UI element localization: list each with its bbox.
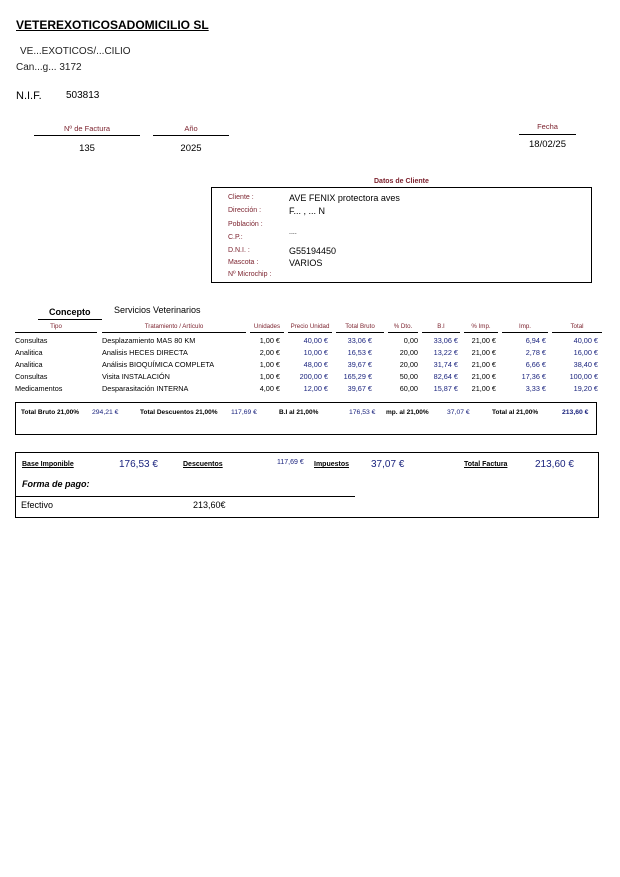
client-city-label: Población : [228, 221, 263, 228]
total-bruto-label: Total Bruto 21,00% [21, 409, 80, 416]
row-3-precio: 200,00 € [299, 372, 328, 381]
base-imponible-value: 176,53 € [119, 459, 158, 470]
row-2-unidades: 1,00 € [259, 360, 280, 369]
total-descuentos-label: Total Descuentos 21,00% [140, 409, 218, 416]
invoice-number: 135 [79, 143, 95, 154]
total-factura-label: Total Factura [464, 461, 508, 468]
total-imp-label: mp. al 21,00% [386, 409, 429, 416]
row-3-tipo: Consultas [15, 372, 48, 381]
col-bi-line [422, 332, 460, 333]
invoice-date-label: Fecha [537, 122, 558, 131]
row-0-bruto: 33,06 € [347, 336, 372, 345]
row-4-dto: 60,00 [399, 384, 418, 393]
row-2-imp: 6,66 € [525, 360, 546, 369]
row-3-pimp: 21,00 € [471, 372, 496, 381]
company-address-line1: VE...EXOTICOS/...CILIO [20, 46, 131, 57]
base-imponible-label: Base Imponible [22, 461, 74, 468]
invoice-year-label: Año [184, 124, 198, 133]
col-pimp-line [464, 332, 498, 333]
row-4-pimp: 21,00 € [471, 384, 496, 393]
row-2-tipo: Analitica [15, 360, 43, 369]
col-bruto: Total Bruto [345, 323, 375, 330]
col-unidades-line [250, 332, 284, 333]
payment-label: Forma de pago: [22, 479, 90, 489]
row-1-tratamiento: Analisis HECES DIRECTA [102, 348, 188, 357]
row-2-tratamiento: Análisis BIOQUÍMICA COMPLETA [102, 360, 215, 369]
col-imp: Imp. [518, 323, 532, 330]
col-dto-line [388, 332, 418, 333]
row-4-tipo: Medicamentos [15, 384, 63, 393]
client-postcode: .... [289, 229, 297, 236]
row-4-tratamiento: Desparasitación INTERNA [102, 384, 189, 393]
col-precio-line [288, 332, 332, 333]
client-pet: VARIOS [289, 258, 323, 268]
payment-amount: 213,60€ [193, 500, 226, 510]
client-section-title: Datos de Cliente [374, 178, 429, 185]
invoice-year: 2025 [180, 143, 202, 154]
row-3-imp: 17,36 € [521, 372, 546, 381]
row-1-unidades: 2,00 € [259, 348, 280, 357]
row-4-imp: 3,33 € [525, 384, 546, 393]
client-address: F... , ... N [289, 206, 326, 216]
row-2-precio: 48,00 € [303, 360, 328, 369]
col-total-line [552, 332, 602, 333]
client-name-label: Cliente : [228, 194, 254, 201]
totals-box [15, 402, 597, 435]
total-descuentos-value: 117,69 € [231, 409, 257, 416]
invoice-number-label: Nº de Factura [63, 124, 111, 133]
row-0-total: 40,00 € [573, 336, 598, 345]
total-bi-value: 176,53 € [349, 409, 376, 416]
tab-concepto: Concepto [49, 307, 91, 317]
row-3-unidades: 1,00 € [259, 372, 280, 381]
invoice-date: 18/02/25 [529, 139, 566, 150]
col-tipo: Tipo [50, 323, 62, 330]
client-postcode-label: C.P.: [228, 234, 243, 241]
invoice-number-line [34, 135, 140, 136]
descuentos-label: Descuentos [183, 461, 223, 468]
col-tratamiento: Tratamiento / Artículo [144, 323, 204, 330]
client-pet-label: Mascota : [228, 259, 259, 266]
row-1-tipo: Analitica [15, 348, 43, 357]
col-imp-line [502, 332, 548, 333]
col-precio: Precio Unidad [290, 323, 330, 330]
client-dni: G55194450 [289, 246, 337, 256]
total-value: 213,60 € [562, 409, 589, 416]
nif-label: N.I.F. [16, 90, 42, 102]
row-1-total: 16,00 € [573, 348, 598, 357]
nif-value: 503813 [66, 90, 100, 101]
tab-concepto-underline [38, 319, 102, 320]
total-bi-label: B.I al 21,00% [279, 409, 319, 416]
col-dto: % Dto. [393, 323, 413, 330]
row-0-precio: 40,00 € [303, 336, 328, 345]
company-address-line2: Can...g... 3172 [16, 62, 82, 73]
client-box [211, 187, 592, 283]
client-dni-label: D.N.I. : [228, 247, 250, 254]
total-label: Total al 21,00% [492, 409, 539, 416]
row-0-pimp: 21,00 € [471, 336, 496, 345]
row-3-bruto: 165,29 € [343, 372, 372, 381]
client-address-label: Dirección : [228, 207, 262, 214]
impuestos-value: 37,07 € [371, 459, 405, 470]
row-0-dto: 0,00 [403, 336, 418, 345]
col-tratamiento-line [102, 332, 246, 333]
row-3-bi: 82,64 € [433, 372, 458, 381]
row-0-unidades: 1,00 € [259, 336, 280, 345]
tab-servicios-veterinarios: Servicios Veterinarios [114, 305, 201, 315]
total-factura-value: 213,60 € [535, 459, 574, 470]
col-pimp: % Imp. [471, 323, 491, 330]
col-total: Total [570, 323, 584, 330]
row-3-tratamiento: Visita INSTALACIÓN [102, 372, 170, 381]
row-4-bi: 15,87 € [433, 384, 458, 393]
row-0-bi: 33,06 € [433, 336, 458, 345]
col-bi: B.I [437, 323, 445, 330]
row-0-tratamiento: Desplazamiento MAS 80 KM [102, 336, 196, 345]
descuentos-value: 117,69 € [277, 459, 304, 466]
row-4-precio: 12,00 € [303, 384, 328, 393]
invoice-date-line [519, 134, 576, 135]
row-1-pimp: 21,00 € [471, 348, 496, 357]
row-3-dto: 50,00 [399, 372, 418, 381]
row-3-total: 100,00 € [569, 372, 598, 381]
row-4-unidades: 4,00 € [259, 384, 280, 393]
col-unidades: Unidades [253, 323, 281, 330]
col-bruto-line [336, 332, 384, 333]
row-1-bi: 13,22 € [433, 348, 458, 357]
row-2-bi: 31,74 € [433, 360, 458, 369]
row-2-dto: 20,00 [399, 360, 418, 369]
row-0-tipo: Consultas [15, 336, 48, 345]
row-2-pimp: 21,00 € [471, 360, 496, 369]
client-name: AVE FENIX protectora aves [289, 193, 400, 203]
summary-box [15, 452, 599, 518]
total-bruto-value: 294,21 € [92, 409, 119, 416]
impuestos-label: Impuestos [314, 461, 350, 468]
invoice-year-line [153, 135, 229, 136]
row-1-dto: 20,00 [399, 348, 418, 357]
total-imp-value: 37,07 € [447, 409, 470, 416]
client-microchip-label: Nº Microchip : [228, 271, 272, 278]
col-tipo-line [15, 332, 97, 333]
row-1-bruto: 16,53 € [347, 348, 372, 357]
payment-method: Efectivo [21, 500, 54, 510]
row-4-total: 19,20 € [573, 384, 598, 393]
company-name: VETEREXOTICOSADOMICILIO SL [16, 18, 209, 32]
row-0-imp: 6,94 € [525, 336, 546, 345]
row-2-bruto: 39,67 € [347, 360, 372, 369]
row-2-total: 38,40 € [573, 360, 598, 369]
payment-divider [16, 496, 355, 497]
row-1-imp: 2,78 € [525, 348, 546, 357]
row-4-bruto: 39,67 € [347, 384, 372, 393]
row-1-precio: 10,00 € [303, 348, 328, 357]
